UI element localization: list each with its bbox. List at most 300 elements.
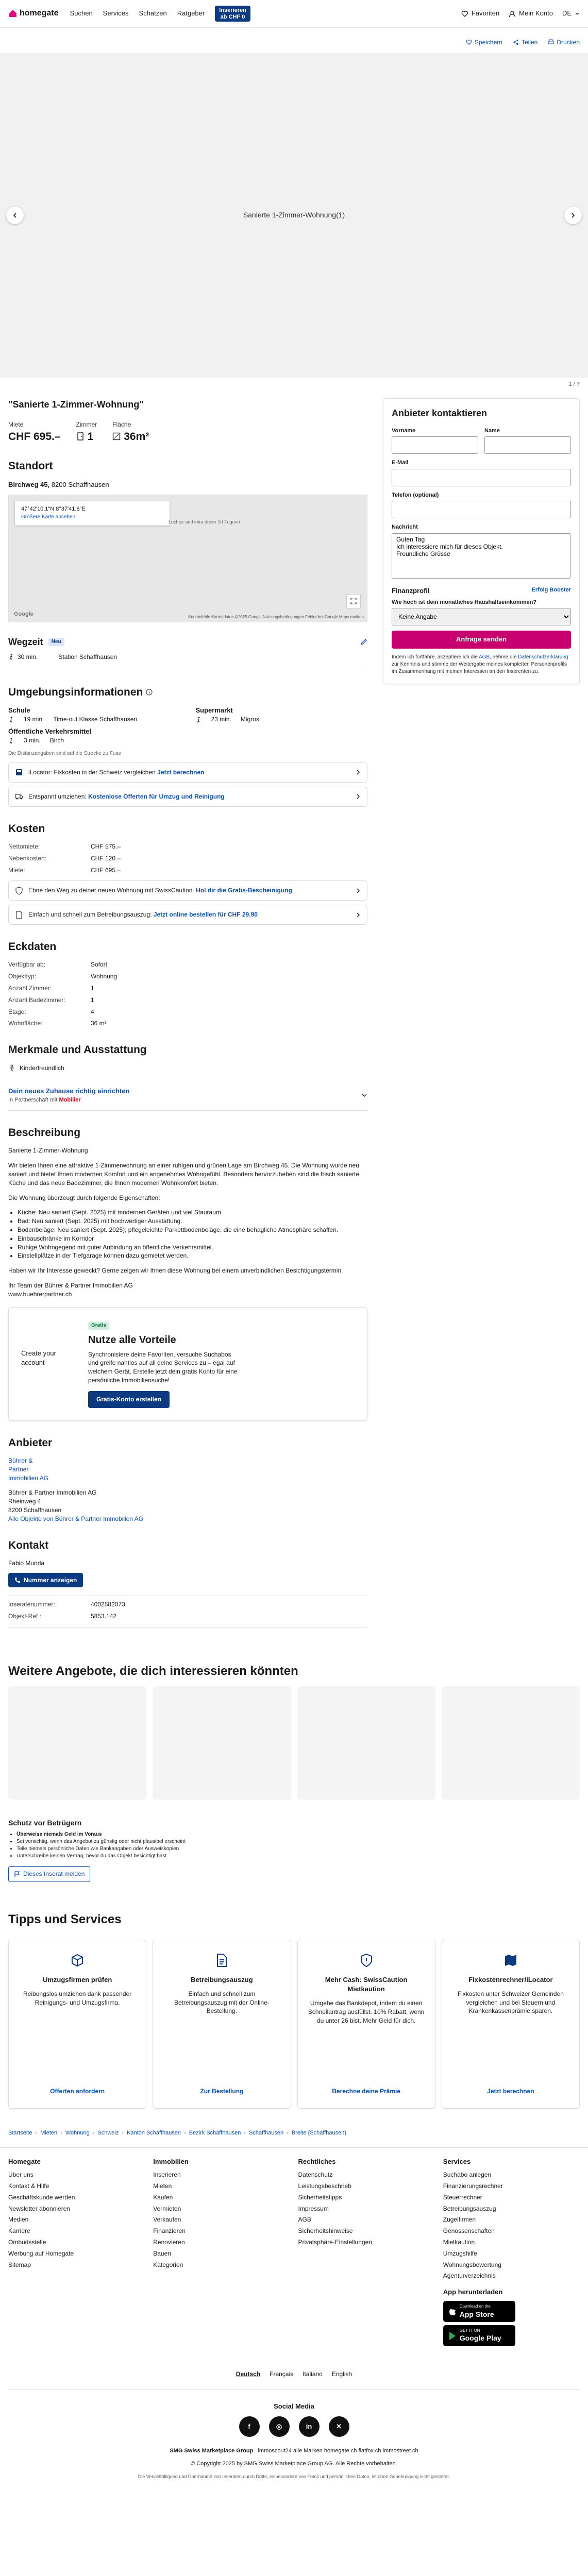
print-button[interactable]: [548, 38, 580, 47]
description-website: www.buehrerpartner.ch: [8, 1290, 72, 1298]
address-street: Birchweg 45,: [8, 480, 50, 488]
user-icon: [509, 10, 516, 18]
document-icon: [15, 911, 23, 919]
description-signoff: Ihr Team der Bührer & Partner Immobilien AG: [8, 1281, 133, 1289]
betreibung-banner[interactable]: [8, 905, 367, 925]
ref-value: 5853.142: [91, 1613, 117, 1620]
phone-icon: [14, 1577, 21, 1583]
amenities-heading: Merkmale und Ausstattung: [8, 1044, 147, 1056]
tip-text: Umgehe das Bankdepot, indem du einen Schnellantrag ausfüllst. 10% Rabatt, wenn du unter 26 bist. Mehr Geld für dich.: [308, 1999, 425, 2024]
income-question: Wie hoch ist dein monatliches Haushaltseinkommen?: [392, 599, 537, 605]
ilocator-link[interactable]: Jetzt berechnen: [157, 769, 205, 776]
map[interactable]: [8, 495, 367, 622]
provider-logo-line: Partner: [8, 1465, 29, 1473]
footer-link[interactable]: Datenschutz: [298, 2171, 333, 2179]
play-icon: [448, 2331, 457, 2341]
app-heading: App herunterladen: [443, 2288, 503, 2296]
offer-card-placeholder[interactable]: [8, 1686, 146, 1800]
footer-link[interactable]: Inserieren: [153, 2171, 181, 2179]
tips-grid: [8, 1940, 580, 2109]
feature-value: 1: [91, 996, 94, 1004]
finance-profile-label: Finanzprofil: [392, 586, 430, 595]
footer-heading: Homegate: [8, 2158, 41, 2166]
instagram-icon[interactable]: ◎: [269, 2416, 290, 2437]
cost-key: Miete:: [8, 866, 25, 874]
map-icon: [503, 1953, 518, 1968]
contact-block: [8, 1559, 367, 1628]
breadcrumb: Startseite › Mieten › Wohnung › Schweiz › Kanton Schaffhausen › Bezirk Schaffhausen › Schaffhausen › Breite (Schaffhausen): [8, 2129, 580, 2137]
wegzeit-header: [8, 636, 367, 649]
swisscaution-banner[interactable]: [8, 880, 367, 901]
gratis-badge: Gratis: [88, 1321, 109, 1330]
tip-link[interactable]: Zur Bestellung: [200, 2087, 244, 2095]
rooms-label: Zimmer: [76, 420, 97, 428]
provider-block: [8, 1456, 367, 1523]
main-content: [8, 398, 367, 1632]
description-outro: Haben wir Ihr Interesse geweckt? Gerne zeigen wir Ihnen diese Wohnung bei einem unverbindlichen Besichtigungstermin.: [8, 1267, 343, 1275]
footer-link[interactable]: Kontakt & Hilfe: [8, 2182, 49, 2190]
breadcrumb-item[interactable]: Schaffhausen: [249, 2129, 284, 2136]
footer-link[interactable]: Steuerrechner: [443, 2193, 482, 2201]
email-label: E-Mail: [392, 460, 409, 466]
fraud-warning: [8, 1818, 580, 1882]
footer-link[interactable]: Kaufen: [153, 2193, 173, 2201]
tip-title: Fixkostenrechner/iLocator: [468, 1975, 553, 1984]
contact-heading: Kontakt: [8, 1539, 49, 1551]
description-subtitle: Sanierte 1-Zimmer-Wohnung: [8, 1147, 88, 1155]
breadcrumb-item[interactable]: Breite (Schaffhausen): [291, 2129, 347, 2136]
provider-logo-line: Immobilien AG: [8, 1474, 49, 1482]
language-switch[interactable]: [562, 9, 580, 18]
list-item: • Teile niemals persönliche Daten wie Bankangaben oder Ausweiskopien: [16, 1845, 580, 1853]
breadcrumb-item[interactable]: Mieten: [40, 2129, 58, 2136]
phone-field[interactable]: [392, 501, 571, 518]
swisscaution-text: Ebne den Weg zu deiner neuen Wohnung mit SwissCaution.: [28, 887, 194, 894]
ilocator-banner[interactable]: [8, 762, 367, 783]
offer-card-placeholder[interactable]: [297, 1686, 435, 1800]
email-field[interactable]: [392, 469, 571, 486]
cost-value: CHF 695.–: [91, 866, 121, 874]
contact-name: Fabio Munda: [8, 1559, 45, 1567]
furnish-sub: In Partnerschaft mit: [8, 1096, 58, 1103]
footer-link[interactable]: Medien: [8, 2216, 29, 2224]
footer-link[interactable]: Sicherheitshinweise: [298, 2227, 353, 2235]
tip-text: Reibungslos umziehen dank passender Reinigungs- und Umzugsfirma.: [23, 1990, 132, 2006]
chevron-right-icon: [356, 770, 361, 775]
provider-all-link[interactable]: Alle Objekte von Bührer & Partner Immobilien AG: [8, 1515, 144, 1522]
fraud-heading: Schutz vor Betrügern: [8, 1818, 82, 1827]
copyright: © Copyright 2025 by SMG Swiss Marketplace Group AG. Alle Rechte vorbehalten.: [191, 2461, 397, 2467]
footer-link[interactable]: Renovieren: [153, 2239, 185, 2246]
nav-suchen[interactable]: Suchen: [70, 9, 93, 18]
footer-link[interactable]: Agenturverzeichnis: [443, 2272, 496, 2280]
last-name-field[interactable]: [484, 436, 571, 454]
footer-link[interactable]: Vermieten: [153, 2205, 181, 2212]
surroundings-title: Umgebungsinformationen: [8, 686, 143, 698]
insert-button[interactable]: [215, 6, 250, 22]
mobilier-logo: Mobilier: [59, 1096, 81, 1103]
transport-mins: 3 min.: [24, 737, 41, 744]
fullscreen-icon: [350, 598, 357, 604]
insert-label: Inserieren: [219, 7, 246, 13]
ref-value: 4002582073: [91, 1601, 125, 1608]
swisscaution-link[interactable]: Hol dir die Gratis-Bescheinigung: [196, 887, 292, 894]
chevron-down-icon: [575, 11, 580, 16]
footer-link[interactable]: Umzugshilfe: [443, 2249, 477, 2257]
nav-schaetzen[interactable]: Schätzen: [139, 9, 167, 18]
description: [8, 1146, 367, 1298]
wegzeit-heading: Wegzeit: [8, 636, 43, 647]
description-list: [18, 1208, 367, 1260]
message-label: Nachricht: [392, 524, 418, 531]
description-intro: Wir bieten Ihnen eine attraktive 1-Zimmerwohnung an einer ruhigen und grünen Lage am Birchweg 45. Die Wohnung wurde neu saniert und bietet Ihnen modernen Komfort und ein angenehmes Wohngefühl. Besonders hervorzuheben sind die frisch sanierte Küche und das neue Badezimmer, die Ihnen modernen Wohnkomfort bieten.: [8, 1162, 359, 1187]
map-coordinates: 47°42'10.1"N 8°37'41.8"E: [21, 505, 86, 512]
social-icons: [8, 2416, 580, 2437]
list-item: • Bad: Neu saniert (Sept. 2025) mit hochwertiger Ausstattung.: [18, 1217, 367, 1226]
tip-card: [153, 1940, 291, 2109]
list-item: • Einstellplätze in der Tiefgarage können dazu gemietet werden.: [18, 1251, 367, 1260]
chevron-right-icon: [356, 794, 361, 799]
group-name: SMG Swiss Marketplace Group: [170, 2447, 254, 2454]
listing-title: "Sanierte 1-Zimmer-Wohnung": [8, 399, 144, 410]
provider-heading: Anbieter: [8, 1436, 53, 1449]
provider-logo[interactable]: [8, 1456, 367, 1482]
contact-form: [383, 398, 580, 684]
last-name-label: Name: [484, 427, 500, 434]
gallery-image-alt: Sanierte 1-Zimmer-Wohnung(1): [243, 211, 345, 219]
legal-part: Indem ich fortfahre, akzeptiere ich die: [392, 654, 478, 660]
list-item: • Ruhige Wohngegend mit guter Anbindung an öffentliche Verkehrsmittel.: [18, 1243, 367, 1252]
footer-link[interactable]: Mietkaution: [443, 2239, 475, 2246]
show-number-button[interactable]: [8, 1573, 83, 1588]
offer-card-placeholder[interactable]: [442, 1686, 580, 1800]
footer-col-immobilien: [153, 2157, 290, 2346]
footer-link[interactable]: Wohnungsbewertung: [443, 2261, 501, 2268]
map-larger-link[interactable]: Größere Karte ansehen: [21, 514, 76, 520]
app-store-button[interactable]: [443, 2301, 515, 2322]
list-item: • Bodenbeläge: Neu saniert (Sept. 2025); pflegeleichte Parkettbodenbeläge, die eine behagliche Atmosphäre schaffen.: [18, 1226, 367, 1234]
breadcrumb-item[interactable]: Wohnung: [65, 2129, 90, 2136]
tips-heading: Tipps und Services: [8, 1912, 122, 1927]
footer-link[interactable]: Mieten: [153, 2182, 172, 2190]
surroundings-heading: [8, 685, 367, 700]
school-heading: Schule: [8, 706, 30, 715]
wegzeit-mins: 30 min.: [18, 653, 38, 660]
wegzeit-station: Station Schaffhausen: [58, 653, 117, 660]
send-request-button[interactable]: Anfrage senden: [392, 631, 571, 648]
cost-value: CHF 120.–: [91, 854, 121, 862]
save-button[interactable]: [466, 38, 502, 47]
breadcrumb-item[interactable]: Kanton Schaffhausen: [127, 2129, 181, 2136]
footer-col-rechtliches: [298, 2157, 435, 2346]
legal-text: [392, 654, 571, 675]
rent-value: CHF 695.–: [8, 430, 61, 443]
google-play-label: Google Play: [459, 2334, 501, 2343]
costs-table: [8, 842, 367, 874]
footer-link[interactable]: Sicherheitstipps: [298, 2193, 342, 2201]
calculator-icon: [15, 768, 23, 776]
features-table: [8, 960, 367, 1028]
location-heading: Standort: [8, 460, 53, 472]
furnish-title[interactable]: Dein neues Zuhause richtig einrichten: [8, 1087, 130, 1095]
promo-text: Synchronisiere deine Favoriten, versuche Suchabos und greife nahtlos auf all deine Services zu – egal auf welchem Gerät. Erstelle jetzt dein gratis Konto für eine persönliche Immobiliensuche!: [88, 1350, 238, 1384]
footer-heading: Services: [443, 2158, 471, 2166]
first-name-field[interactable]: [392, 436, 478, 454]
betreibung-text: Einfach und schnell zum Betreibungsauszug:: [28, 911, 152, 919]
footer-heading: Immobilien: [153, 2158, 189, 2166]
feature-key: Wohnfläche:: [8, 1020, 43, 1027]
tip-title: Mehr Cash: SwissCaution Mietkaution: [325, 1975, 408, 1993]
feature-key: Anzahl Badezimmer:: [8, 996, 65, 1004]
list-item: • Unterschreibe keinen Vertrag, bevor du das Objekt besichtigt hast: [16, 1853, 580, 1860]
footer-link[interactable]: Suchabo anlegen: [443, 2171, 492, 2179]
app-store-small: Download on the: [459, 2304, 491, 2309]
walk-icon: [8, 738, 14, 744]
tip-card: [442, 1940, 580, 2109]
provider-city: 8200 Schaffhausen: [8, 1506, 62, 1514]
footer: [0, 2147, 588, 2491]
cost-key: Nettomiete:: [8, 843, 40, 851]
promo-left-text: Create your account: [21, 1349, 56, 1366]
language-link[interactable]: Français: [270, 2370, 294, 2378]
rent-label: Miete: [8, 420, 24, 428]
child-icon: [8, 1064, 15, 1072]
sidebar: [383, 398, 580, 1632]
account-link[interactable]: [509, 9, 553, 18]
door-icon: [76, 432, 85, 440]
area-icon: [112, 432, 121, 440]
chevron-down-icon[interactable]: [361, 1092, 367, 1098]
offer-card-placeholder[interactable]: [153, 1686, 291, 1800]
gallery-section: [0, 38, 588, 388]
breadcrumb-item[interactable]: Bezirk Schaffhausen: [189, 2129, 241, 2136]
rooms-value: 1: [87, 430, 94, 443]
footer-link[interactable]: Kategorien: [153, 2261, 183, 2268]
nav-ratgeber[interactable]: Ratgeber: [177, 9, 205, 18]
legal-part: , nehme die: [490, 654, 517, 660]
walk-icon: [196, 717, 202, 723]
address-city: 8200 Schaffhausen: [51, 480, 109, 488]
report-listing-button[interactable]: [8, 1866, 90, 1882]
promo-title: Nutze alle Vorteile: [88, 1334, 176, 1346]
ilocator-text: iLocator: Fixkosten in der Schweiz vergleichen: [28, 769, 156, 776]
favorites-link[interactable]: [461, 9, 499, 18]
chevron-right-icon: [570, 212, 576, 218]
social-heading: Social Media: [274, 2402, 314, 2410]
share-label: Teilen: [521, 39, 538, 46]
area-value: 36m²: [124, 430, 149, 443]
chevron-right-icon: [356, 912, 361, 918]
footer-bottom: [8, 2447, 580, 2491]
map-fullscreen-button[interactable]: [346, 594, 361, 608]
chevron-left-icon: [12, 212, 18, 218]
feature-value: 4: [91, 1008, 94, 1015]
footer-link[interactable]: Finanzieren: [153, 2227, 186, 2235]
walk-icon: [8, 654, 14, 660]
market-name: Migros: [240, 716, 259, 723]
twitter-icon[interactable]: ✕: [329, 2416, 349, 2437]
features-heading: Eckdaten: [8, 941, 57, 953]
create-account-button[interactable]: Gratis-Konto erstellen: [88, 1391, 170, 1408]
provider-logo-line: Bührer &: [8, 1456, 33, 1464]
footer-link[interactable]: Ombudsstelle: [8, 2239, 46, 2246]
gallery-counter: 1 / 7: [568, 381, 580, 388]
more-offers-heading: Weitere Angebote, die dich interessieren könnten: [8, 1664, 298, 1679]
lower-section: [0, 1663, 588, 2137]
list-item: • Sei vorsichtig, wenn das Angebot zu günstig oder nicht plausibel erscheint: [16, 1838, 580, 1845]
provider-name: Bührer & Partner Immobilien AG: [8, 1489, 97, 1497]
print-icon: [548, 39, 554, 45]
chevron-right-icon: [356, 888, 361, 893]
footer-link[interactable]: Privatsphäre-Einstellungen: [298, 2239, 372, 2246]
facebook-icon[interactable]: f: [239, 2416, 260, 2437]
more-offers-grid: [8, 1686, 580, 1800]
cost-key: Nebenkosten:: [8, 854, 47, 862]
footer-link[interactable]: Genossenschaften: [443, 2227, 495, 2235]
form-heading: Anbieter kontaktieren: [392, 408, 488, 418]
report-listing-label: Dieses Inserat melden: [23, 1870, 85, 1878]
feature-key: Anzahl Zimmer:: [8, 985, 52, 992]
gallery-prev-button[interactable]: [6, 207, 24, 224]
tip-card: [297, 1940, 435, 2109]
furnish-banner[interactable]: [8, 1087, 367, 1111]
disclaimer: Die Vervielfältigung und Übernahme von Inseraten durch Dritte, insbesondere von Fotos und persönlichen Daten, ist ohne Genehmigung nicht gestattet.: [138, 2473, 450, 2479]
footer-link[interactable]: AGB: [298, 2216, 311, 2224]
share-icon: [513, 39, 519, 45]
tip-link[interactable]: Offerten anfordern: [50, 2087, 105, 2095]
moving-banner[interactable]: [8, 787, 367, 807]
new-badge: Neu: [48, 638, 64, 646]
logo[interactable]: [8, 8, 59, 19]
distance-note: Die Distanzangaben sind auf die Strecke zu Fuss: [8, 751, 121, 757]
school-mins: 19 min.: [24, 716, 44, 723]
edit-icon[interactable]: [360, 638, 367, 646]
account-label: Mein Konto: [519, 9, 553, 18]
main-nav: [70, 6, 250, 22]
language-label: DE: [562, 9, 572, 18]
feature-value: 1: [91, 985, 94, 992]
gallery-toolbar: [0, 38, 588, 47]
wegzeit-row: [8, 653, 367, 670]
cost-value: CHF 575.–: [91, 843, 121, 851]
tip-title: Betreibungsauszug: [191, 1975, 253, 1984]
footer-link[interactable]: Über uns: [8, 2171, 33, 2179]
site-header: [0, 0, 588, 28]
privacy-link[interactable]: Datenschutzerklärung: [518, 654, 568, 660]
footer-col-homegate: [8, 2157, 145, 2346]
house-logo-icon: [8, 9, 18, 18]
tip-link[interactable]: Berechne deine Prämie: [332, 2087, 400, 2095]
info-icon[interactable]: [146, 689, 153, 696]
breadcrumb-item[interactable]: Schweiz: [97, 2129, 119, 2136]
footer-link[interactable]: Geschäftskunde werden: [8, 2193, 75, 2201]
tip-link[interactable]: Jetzt berechnen: [487, 2087, 534, 2095]
footer-link[interactable]: Zügelfirmen: [443, 2216, 476, 2224]
transport-name: Birch: [49, 737, 64, 744]
fraud-list: [16, 1831, 580, 1860]
market-heading: Supermarkt: [195, 706, 233, 715]
legal-part: zur Kenntnis und stimme der Weitergabe meines kompletten Personenprofils im Zusammenhang mit meinen Interessen an den Inserenten zu.: [392, 661, 567, 674]
phone-label: Telefon (optional): [392, 492, 439, 498]
language-link[interactable]: Italiano: [303, 2370, 323, 2378]
reference-table: [8, 1600, 367, 1621]
provider-street: Rheinweg 4: [8, 1498, 41, 1505]
save-label: Speichern: [474, 39, 502, 46]
footer-link[interactable]: Newsletter abonnieren: [8, 2205, 71, 2212]
tip-text: Einfach und schnell zum Betreibungsauszug mit der Online-Bestellung.: [174, 1990, 270, 2015]
amenity-item: [8, 1064, 367, 1073]
footer-link[interactable]: Leistungsbeschrieb: [298, 2182, 351, 2190]
footer-link[interactable]: Betreibungsauszug: [443, 2205, 496, 2212]
language-link[interactable]: English: [331, 2370, 352, 2378]
betreibung-link[interactable]: Jetzt online bestellen für CHF 29.90: [153, 911, 258, 919]
ref-key: Inseratenummer:: [8, 1601, 55, 1608]
market-mins: 23 min.: [211, 716, 231, 723]
income-select[interactable]: [392, 608, 571, 625]
footer-col-services: [443, 2157, 580, 2346]
footer-link[interactable]: Sitemap: [8, 2261, 31, 2268]
transport-heading: Öffentliche Verkehrsmittel: [8, 727, 92, 736]
feature-key: Objekttyp:: [8, 973, 37, 980]
share-button[interactable]: [513, 38, 537, 47]
map-route-label: Lochter and intra dreier 1d Fugeen: [169, 519, 240, 524]
address: [8, 480, 367, 489]
footer-heading: Rechtliches: [298, 2158, 336, 2166]
breadcrumb-item[interactable]: Startseite: [8, 2129, 32, 2136]
shield-icon: [359, 1953, 374, 1968]
logo-text: homegate: [20, 9, 59, 18]
google-play-button[interactable]: [443, 2325, 515, 2346]
language-link[interactable]: Deutsch: [236, 2370, 261, 2378]
group-links[interactable]: immoscout24 alle Marken homegate.ch flatfox.ch immostreet.ch: [258, 2447, 418, 2454]
feature-value: Wohnung: [91, 973, 117, 980]
box-icon: [70, 1953, 85, 1968]
shield-icon: [15, 887, 23, 895]
agb-link[interactable]: AGB: [479, 654, 490, 660]
feature-value: 36 m²: [91, 1020, 107, 1027]
google-play-small: GET IT ON: [459, 2328, 480, 2333]
tip-card: [8, 1940, 146, 2109]
show-number-label: Nummer anzeigen: [24, 1576, 77, 1584]
footer-link[interactable]: Finanzierungsrechner: [443, 2182, 503, 2190]
linkedin-icon[interactable]: in: [299, 2416, 320, 2437]
app-store-label: App Store: [459, 2310, 494, 2318]
finance-booster-link[interactable]: Erfolg Booster: [531, 586, 571, 593]
image-gallery[interactable]: [0, 53, 588, 388]
footer-link[interactable]: Werbung auf Homegate: [8, 2249, 74, 2257]
footer-link[interactable]: Bauen: [153, 2249, 171, 2257]
surroundings-grid: [8, 706, 367, 745]
footer-link[interactable]: Karriere: [8, 2227, 30, 2235]
map-google-logo: Google: [14, 611, 33, 618]
moving-link[interactable]: Kostenlose Offerten für Umzug und Reinigung: [88, 792, 225, 800]
message-field[interactable]: [392, 533, 571, 579]
insert-sub: ab CHF 0: [220, 13, 245, 20]
first-name-label: Vorname: [392, 427, 416, 434]
footer-link[interactable]: Verkaufen: [153, 2216, 181, 2224]
footer-link[interactable]: Impressum: [298, 2205, 329, 2212]
nav-services[interactable]: Services: [103, 9, 129, 18]
tip-title: Umzugsfirmen prüfen: [42, 1975, 112, 1984]
flag-icon: [14, 1871, 20, 1877]
walk-icon: [8, 717, 14, 723]
apple-icon: [448, 2307, 457, 2316]
gallery-next-button[interactable]: [564, 207, 582, 224]
list-item: • Überweise niemals Geld im Voraus: [16, 1831, 580, 1838]
ref-key: Objekt-Ref.:: [8, 1613, 42, 1620]
moving-text: Entspannt umziehen:: [28, 792, 87, 800]
heart-icon: [461, 10, 468, 18]
